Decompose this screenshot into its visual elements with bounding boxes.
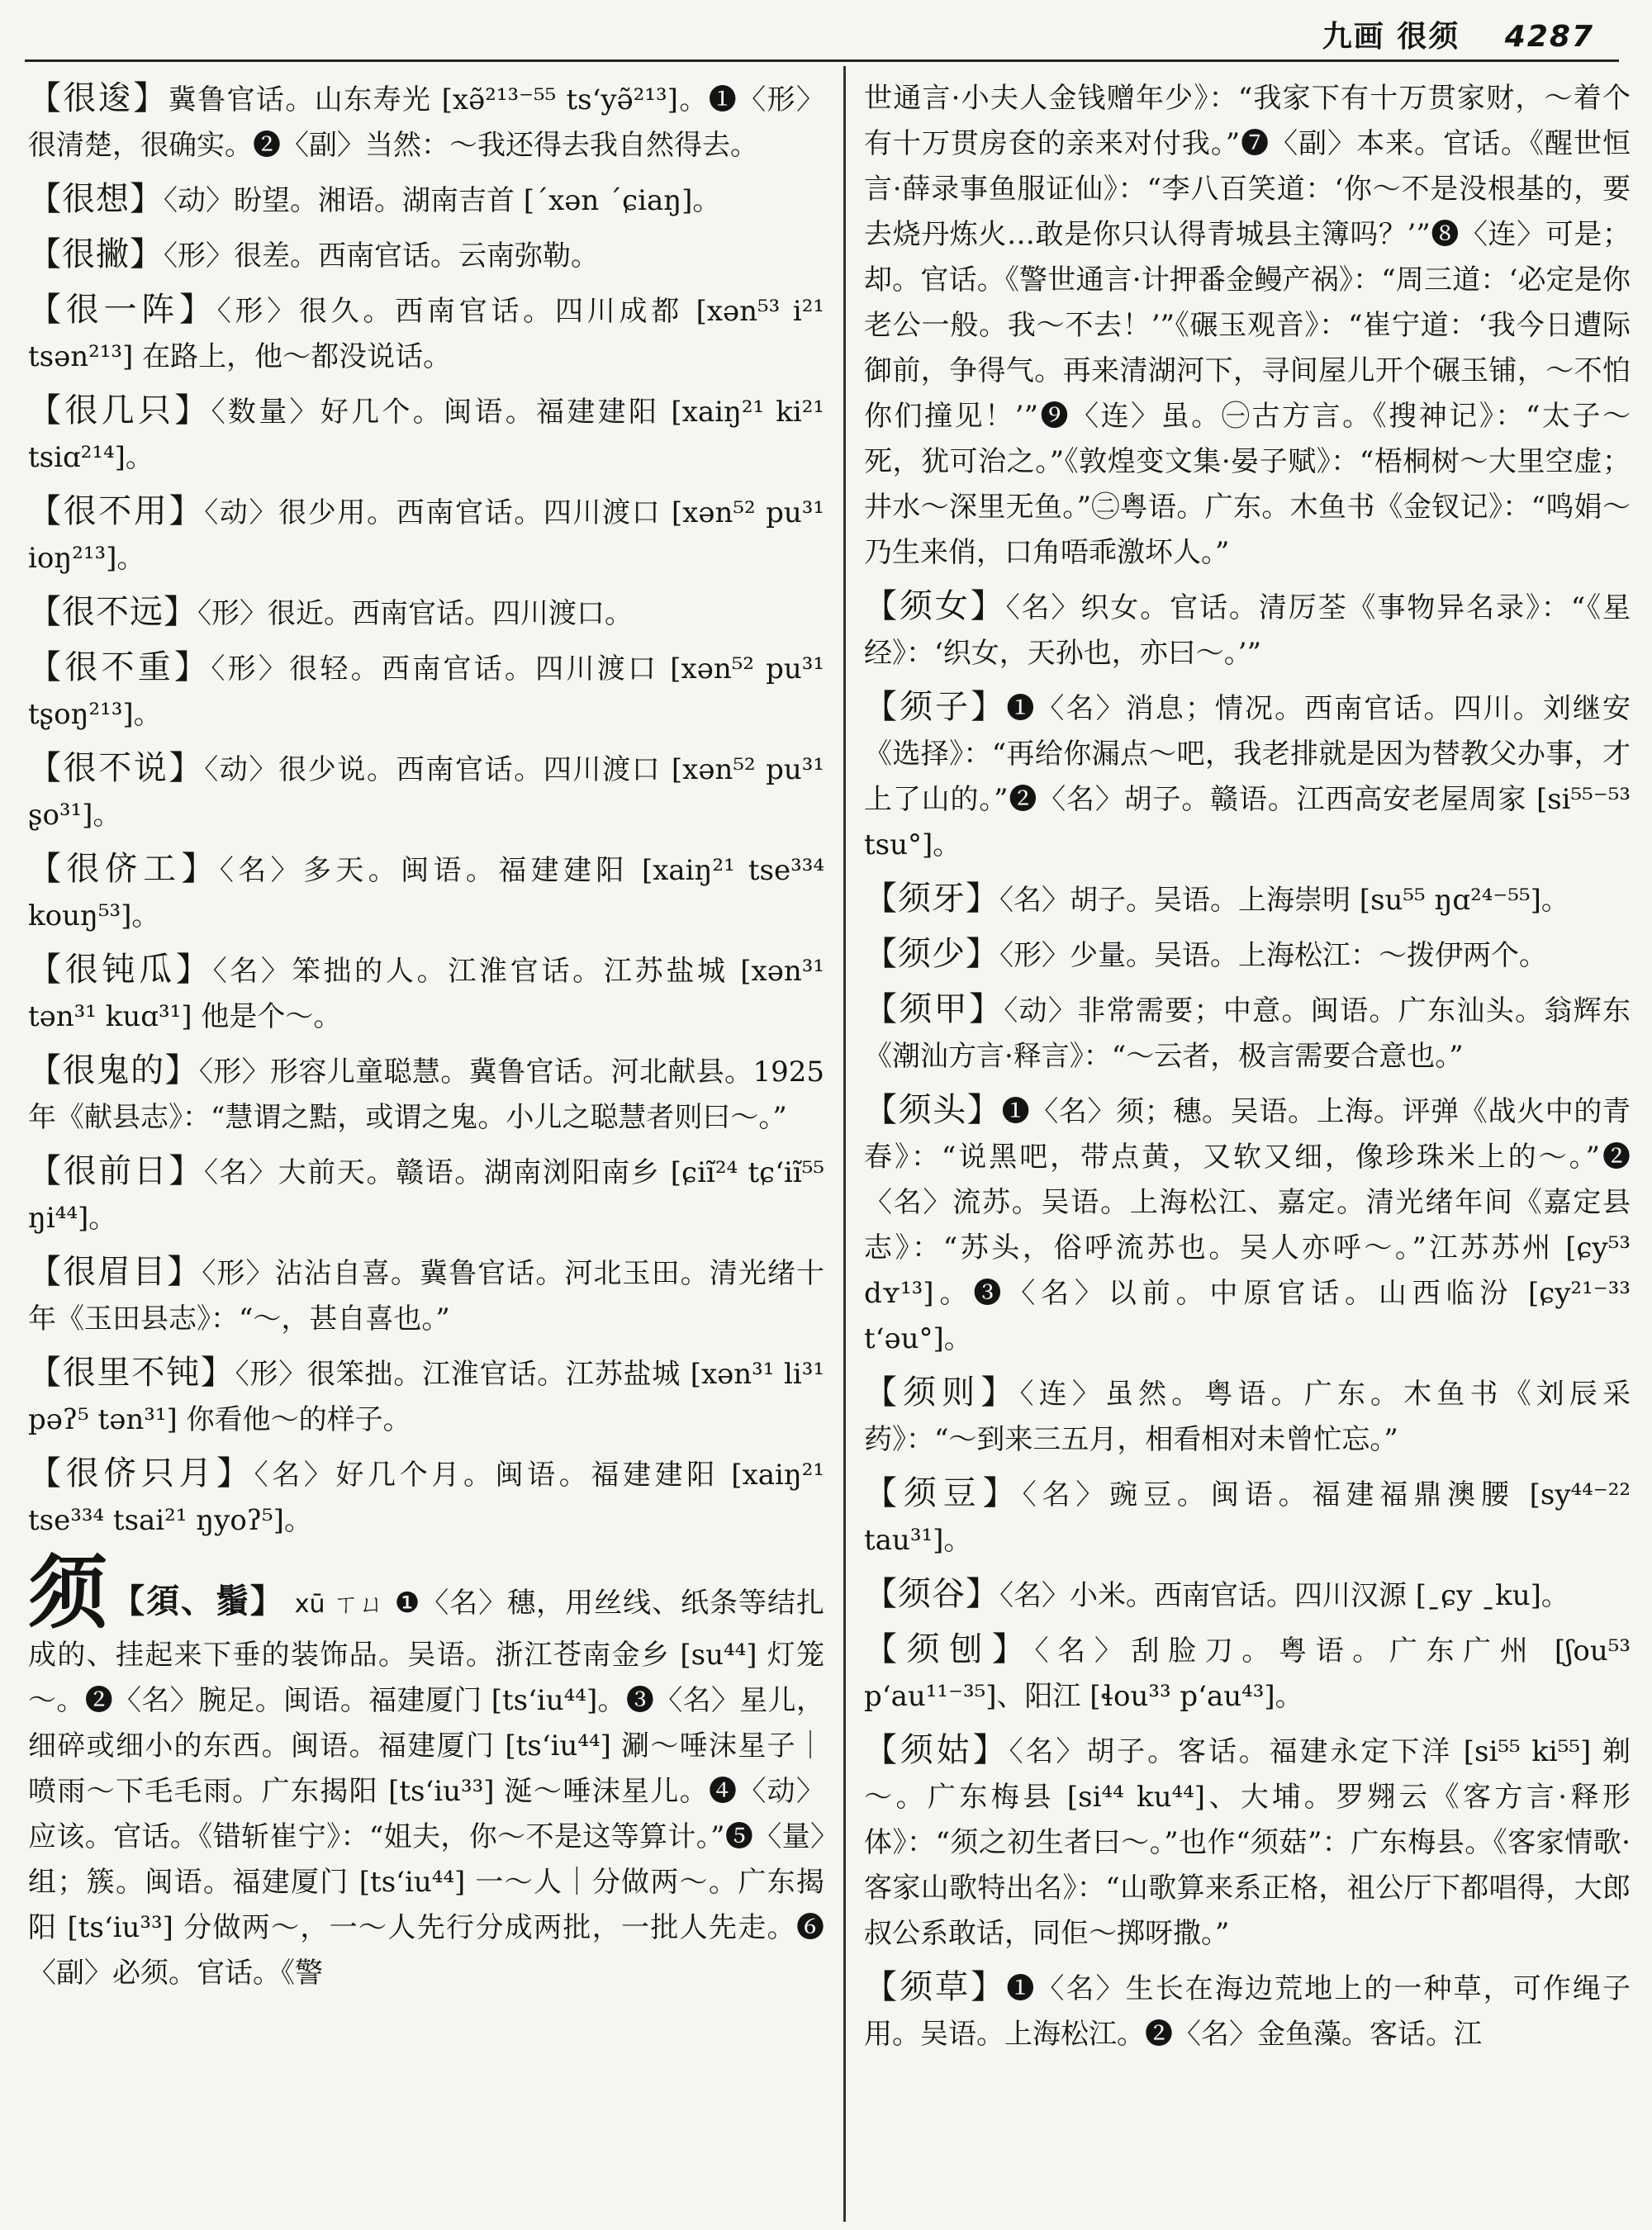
dictionary-entry	[28, 1350, 824, 1443]
entry-headword: 【很钝瓜】	[28, 951, 213, 989]
entry-headword: 【很不用】	[28, 492, 205, 530]
entry-definition: 〈动〉很少说。西南官话。四川渡口 [xən⁵² pu³¹ ʂo³¹]。	[28, 753, 824, 832]
entry-definition: 〈形〉很笨拙。江淮官话。江苏盐城 [xən³¹ li³¹ pəʔ⁵ tən³¹] 你看他～的样子。	[28, 1358, 824, 1436]
dictionary-entry	[28, 1451, 824, 1544]
entry-headword: 【很里不钝】	[28, 1354, 235, 1392]
dictionary-entry	[864, 932, 1631, 979]
entry-headword: 【须头】	[864, 1091, 1002, 1129]
entry-definition: 〈名〉笨拙的人。江淮官话。江苏盐城 [xən³¹ tən³¹ kuɑ³¹] 他是个～。	[28, 955, 824, 1033]
dictionary-entry	[28, 76, 824, 168]
dictionary-entry	[864, 876, 1631, 923]
entry-headword: 【很不重】	[28, 648, 211, 686]
right-entry-list	[864, 584, 1631, 2057]
dictionary-entry	[28, 1250, 824, 1342]
entry-headword: 【须女】	[864, 587, 1006, 625]
entry-definition: 〈名〉胡子。客话。福建永定下洋 [si⁵⁵ ki⁵⁵] 剃～。广东梅县 [si⁴⁴ ku⁴⁴]、大埔。罗翙云《客方言·释形体》：“须之初生者曰～。”也作“须菇”：广东梅县。《客家情歌·客家山歌特出名》：“山歌算来系正格，祖公厅下都唱得，大郎叔公系敢话，同佢～掷呀撒。”	[864, 1735, 1631, 1950]
entry-headword: 【须姑】	[864, 1731, 1009, 1769]
dictionary-entry	[28, 746, 824, 838]
entry-headword: 【须牙】	[864, 880, 999, 918]
character-entry	[28, 1546, 824, 1996]
dictionary-entry	[864, 584, 1631, 676]
character-reading: xū ㄒㄩ	[294, 1590, 385, 1619]
entry-headword: 【很逡】	[28, 79, 169, 117]
entry-headword: 【须子】	[864, 688, 1007, 726]
dictionary-entry	[28, 232, 824, 279]
entry-headword: 【很侪工】	[28, 850, 220, 888]
head-character: 须	[28, 1546, 108, 1639]
entry-headword: 【须草】	[864, 1968, 1007, 2006]
character-definition: ❶〈名〉穗，用丝线、纸条等结扎成的、挂起来下垂的装饰品。吴语。浙江苍南金乡 [su⁴⁴] 灯笼～。❷〈名〉腕足。闽语。福建厦门 [tsʻiu⁴⁴]。❸〈名〉星儿，细碎或细小的东西。闽语。福建厦门 [tsʻiu⁴⁴] 涮～唾沫星子｜喷雨～下毛毛雨。广东揭阳 [tsʻiu³³] 涎～唾沫星儿。❹〈动〉应该。官话。《错斩崔宁》：“姐夫，你～不是这等算计。”❺〈量〉组；簇。闽语。福建厦门 [tsʻiu⁴⁴] 一～人｜分做两～。广东揭阳 [tsʻiu³³] 分做两～，一～人先行分成两批，一批人先走。❻〈副〉必须。官话。《警	[28, 1587, 824, 1990]
dictionary-entry	[864, 987, 1631, 1079]
entry-definition: 〈形〉形容儿童聪慧。冀鲁官话。河北献县。1925年《献县志》：“慧谓之黠，或谓之鬼。小儿之聪慧者则曰～。”	[28, 1056, 824, 1134]
entry-definition: ❶〈名〉须；穗。吴语。上海。评弹《战火中的青春》：“说黑吧，带点黄，又软又细，像珍珠米上的～。”❷〈名〉流苏。吴语。上海松江、嘉定。清光绪年间《嘉定县志》：“苏头，俗呼流苏也。吴人亦呼～。”江苏苏州 [ɕy⁵³ dʏ¹³]。❸〈名〉以前。中原官话。山西临汾 [ɕy²¹⁻³³ tʻəu°]。	[864, 1095, 1631, 1355]
entry-definition: 〈形〉少量。吴语。上海松江：～拨伊两个。	[999, 939, 1547, 972]
entry-definition: 〈名〉胡子。吴语。上海崇明 [su⁵⁵ ŋɑ²⁴⁻⁵⁵]。	[999, 884, 1569, 917]
left-entry-list	[28, 76, 824, 1544]
page-number: 4287	[1504, 20, 1594, 54]
entry-headword: 【很鬼的】	[28, 1051, 199, 1089]
dictionary-entry	[28, 388, 824, 481]
entry-definition: 〈名〉小米。西南官话。四川汉源 [ˍɕy ˍku]。	[999, 1579, 1569, 1612]
character-variants: 【須、鬚】	[111, 1582, 285, 1620]
right-column	[864, 76, 1631, 2223]
dictionary-entry	[28, 947, 824, 1040]
entry-definition: 冀鲁官话。山东寿光 [xə̃²¹³⁻⁵⁵ tsʻyə̃²¹³]。❶〈形〉很清楚，很确实。❷〈副〉当然：～我还得去我自然得去。	[28, 83, 824, 162]
entry-headword: 【很撇】	[28, 235, 164, 273]
header-rule	[25, 59, 1619, 62]
entry-definition: ❶〈名〉消息；情况。西南官话。四川。刘继安《选择》：“再给你漏点～吧，我老排就是因为替教父办事，才上了山的。”❷〈名〉胡子。赣语。江西高安老屋周家 [si⁵⁵⁻⁵³ tsu°]。	[864, 692, 1631, 861]
entry-headword: 【须少】	[864, 935, 999, 973]
entry-definition: 〈形〉很差。西南官话。云南弥勒。	[164, 240, 599, 273]
entry-headword: 【很不远】	[28, 593, 197, 631]
entry-definition: 〈形〉很轻。西南官话。四川渡口 [xən⁵² pu³¹ tʂoŋ²¹³]。	[28, 652, 824, 731]
entry-definition: 〈名〉豌豆。闽语。福建福鼎澳腰 [sy⁴⁴⁻²² tau³¹]。	[864, 1478, 1631, 1557]
column-divider	[843, 66, 846, 2222]
entry-definition: 〈动〉非常需要；中意。闽语。广东汕头。翁辉东《潮汕方言·释言》：“～云者，极言需要合意也。”	[864, 994, 1631, 1073]
entry-headword: 【很想】	[28, 180, 164, 218]
entry-headword: 【很不说】	[28, 749, 205, 787]
entry-definition: 〈数量〉好几个。闽语。福建建阳 [xaiŋ²¹ ki²¹ tsiɑ²¹⁴]。	[28, 396, 824, 474]
entry-headword: 【须刨】	[864, 1630, 1035, 1668]
entry-headword: 【须豆】	[864, 1474, 1023, 1512]
dictionary-entry	[28, 177, 824, 224]
dictionary-entry	[864, 1471, 1631, 1563]
entry-headword: 【须甲】	[864, 990, 1004, 1028]
dictionary-entry	[864, 1627, 1631, 1720]
dictionary-entry	[28, 1149, 824, 1241]
entry-definition: 〈动〉盼望。湘语。湖南吉首 [ˊxən ˊɕiaŋ]。	[164, 184, 721, 217]
entry-headword: 【须谷】	[864, 1575, 999, 1613]
dictionary-entry	[864, 1965, 1631, 2057]
entry-definition: 〈连〉虽然。粤语。广东。木鱼书《刘辰采药》：“～到来三五月，相看相对未曾忙忘。”	[864, 1378, 1631, 1456]
entry-definition: 〈动〉很少用。西南官话。四川渡口 [xən⁵² pu³¹ ioŋ²¹³]。	[28, 496, 824, 575]
dictionary-entry	[28, 489, 824, 581]
entry-headword: 【须则】	[864, 1374, 1020, 1412]
dictionary-entry	[864, 685, 1631, 868]
page-header	[1306, 13, 1594, 55]
entry-definition: 〈名〉织女。官话。清厉荃《事物异名录》：“《星经》：‘织女，天孙也，亦曰～。’”	[864, 591, 1631, 670]
entry-definition: 〈形〉沾沾自喜。冀鲁官话。河北玉田。清光绪十年《玉田县志》：“～，甚自喜也。”	[28, 1257, 824, 1336]
left-column	[28, 76, 824, 2223]
entry-definition: 〈形〉很久。西南官话。四川成都 [xən⁵³ i²¹ tsən²¹³] 在路上，他～都没说话。	[28, 295, 824, 373]
dictionary-entry	[28, 645, 824, 738]
section-title: 九画 很须	[1322, 19, 1460, 54]
entry-definition: 〈形〉很近。西南官话。四川渡口。	[197, 597, 633, 630]
entry-headword: 【很几只】	[28, 391, 211, 429]
dictionary-entry	[864, 1572, 1631, 1619]
dictionary-entry	[864, 1370, 1631, 1463]
continued-definition: 世通言·小夫人金钱赠年少》：“我家下有十万贯家财，～着个有十万贯房奁的亲来对付我。”❼〈副〉本来。官话。《醒世恒言·薛录事鱼服证仙》：“李八百笑道：‘你～不是没根基的，要去烧丹炼火…敢是你只认得青城县主簿吗？’”❽〈连〉可是；却。官话。《警世通言·计押番金鳗产祸》：“周三道：‘必定是你老公一般。我～不去！’”《碾玉观音》：“崔宁道：‘我今日遭际御前，争得气。再来清湖河下，寻间屋儿开个碾玉铺，～不怕你们撞见！’”❾〈连〉虽。㊀古方言。《搜神记》：“太子～死，犹可治之。”《敦煌变文集·晏子赋》：“梧桐树～大里空虚；井水～深里无鱼。”㊁粤语。广东。木鱼书《金钗记》：“鸣娟～乃生来俏，口角唔乖激坏人。”	[864, 82, 1631, 569]
entry-headword: 【很前日】	[28, 1152, 204, 1190]
dictionary-entry	[28, 1048, 824, 1141]
entry-definition: 〈名〉刮脸刀。粤语。广东广州 [ʃou⁵³ pʻau¹¹⁻³⁵]、阳江 [ɬou³³ pʻau⁴³]。	[864, 1635, 1631, 1713]
dictionary-entry	[28, 590, 824, 637]
entry-definition: ❶〈名〉生长在海边荒地上的一种草，可作绳子用。吴语。上海松江。❷〈名〉金鱼藻。客话。江	[864, 1972, 1631, 2051]
entry-headword: 【很眉目】	[28, 1253, 202, 1291]
entry-definition: 〈名〉好几个月。闽语。福建建阳 [xaiŋ²¹ tse³³⁴ tsai²¹ ŋyoʔ⁵]。	[28, 1459, 824, 1537]
entry-headword: 【很侪只月】	[28, 1454, 254, 1492]
dictionary-entry	[864, 1088, 1631, 1362]
dictionary-entry	[28, 287, 824, 380]
dictionary-entry	[864, 1728, 1631, 1957]
entry-definition: 〈名〉多天。闽语。福建建阳 [xaiŋ²¹ tse³³⁴ kouŋ⁵³]。	[28, 854, 824, 932]
dictionary-entry	[28, 847, 824, 939]
entry-headword: 【很一阵】	[28, 291, 217, 329]
entry-definition: 〈名〉大前天。赣语。湖南浏阳南乡 [ɕiĩ²⁴ tɕʻiĩ⁵⁵ ŋi⁴⁴]。	[28, 1156, 824, 1235]
